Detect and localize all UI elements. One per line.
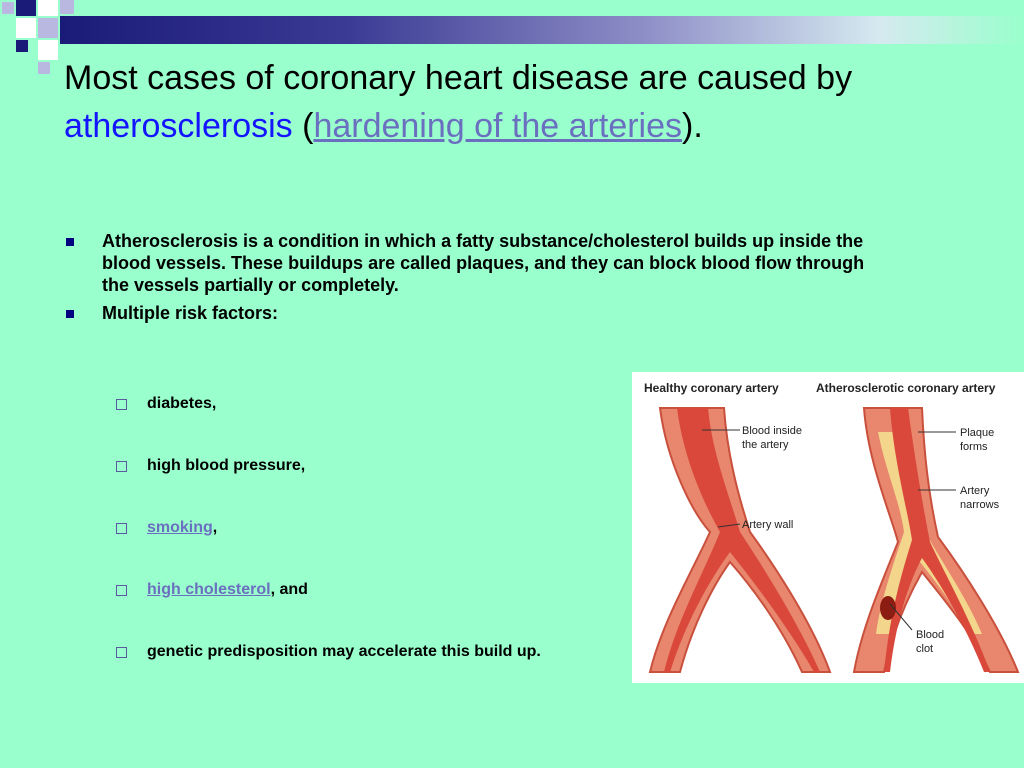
title-term: atherosclerosis	[64, 107, 293, 145]
bullet-item	[64, 302, 884, 324]
title-link[interactable]: hardening of the arteries	[313, 107, 683, 145]
artery-narrows-label: narrows	[960, 499, 1000, 511]
deco-square	[38, 0, 58, 16]
risk-factor-suffix: , and	[270, 581, 308, 598]
bullet-item	[64, 230, 884, 296]
hollow-square-bullet-icon	[116, 647, 127, 658]
hollow-square-bullet-icon	[116, 399, 127, 410]
risk-factor-item	[116, 456, 305, 476]
square-bullet-icon	[66, 310, 74, 318]
healthy-artery-title: Healthy coronary artery	[644, 381, 779, 395]
deco-square	[38, 40, 58, 60]
deco-square	[16, 18, 36, 38]
risk-factor-text: diabetes,	[147, 395, 217, 412]
risk-factor-suffix: ,	[212, 519, 218, 536]
hollow-square-bullet-icon	[116, 523, 127, 534]
title-paren-open: (	[292, 107, 314, 145]
blood-inside-label: Blood inside	[742, 425, 802, 437]
deco-square	[16, 40, 28, 52]
deco-square	[2, 2, 14, 14]
title-suffix: ).	[682, 107, 703, 145]
hollow-square-bullet-icon	[116, 461, 127, 472]
deco-square	[38, 62, 50, 74]
bullet-text: Atherosclerosis is a condition in which a fatty substance/cholesterol builds up inside the blood vessels. These buildups are called plaques, and they can block blood flow through the vessels partially or completely.	[102, 231, 865, 295]
artery-narrows-label: Artery	[960, 485, 990, 497]
plaque-forms-label: forms	[960, 441, 988, 453]
risk-factor-item	[116, 394, 216, 414]
title-bar-gradient	[60, 16, 1024, 44]
deco-square	[60, 0, 74, 14]
blood-clot-label: clot	[916, 643, 934, 655]
hollow-square-bullet-icon	[116, 585, 127, 596]
blood-inside-label: the artery	[742, 439, 789, 451]
risk-factor-item	[116, 580, 308, 600]
artery-illustration	[632, 372, 1024, 683]
artery-diagram	[632, 372, 1024, 683]
risk-factor-text: genetic predisposition may accelerate this build up.	[147, 643, 541, 660]
title-prefix: Most cases of coronary heart disease are caused by	[64, 59, 853, 97]
deco-square	[38, 18, 58, 38]
smoking-link[interactable]: smoking	[147, 519, 213, 536]
high-cholesterol-link[interactable]: high cholesterol	[147, 581, 271, 598]
risk-factor-item	[116, 642, 541, 662]
risk-factor-item	[116, 518, 217, 538]
bullet-list	[64, 230, 884, 330]
bullet-text: Multiple risk factors:	[102, 303, 279, 323]
atherosclerotic-artery-title: Atherosclerotic coronary artery	[816, 381, 996, 395]
plaque-forms-label: Plaque	[960, 427, 995, 439]
risk-factor-text: high blood pressure,	[147, 457, 306, 474]
artery-wall-label: Artery wall	[742, 519, 794, 531]
slide-title	[64, 54, 984, 150]
square-bullet-icon	[66, 238, 74, 246]
blood-clot-label: Blood	[916, 629, 945, 641]
deco-square	[16, 0, 36, 16]
